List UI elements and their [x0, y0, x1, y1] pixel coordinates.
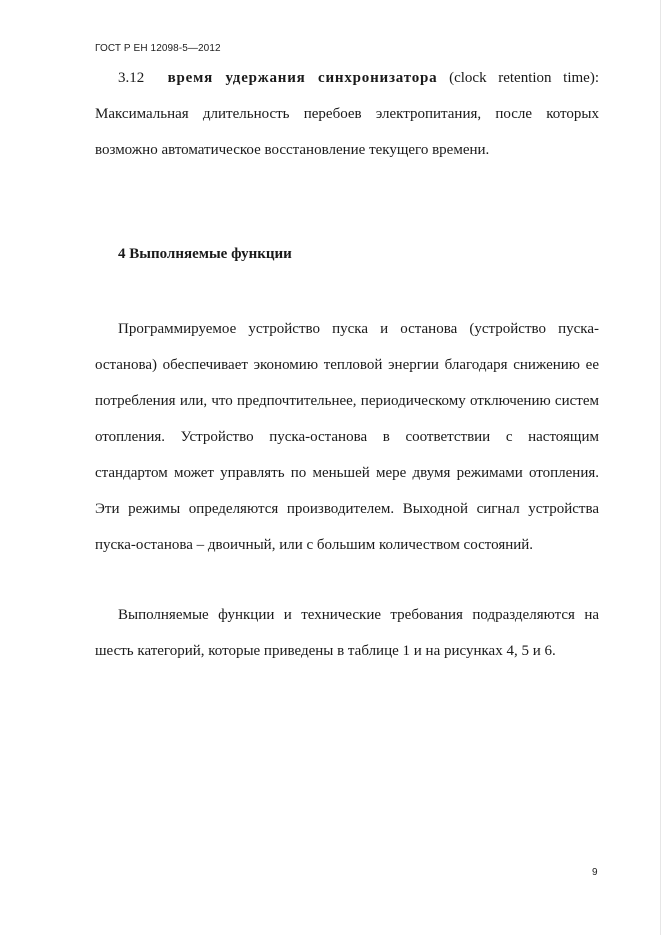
- clause-number: 3.12: [118, 70, 145, 86]
- body-paragraph-1: Программируемое устройство пуска и останова (устройство пуска-останова) обеспечивает экономию тепловой энергии благодаря снижению ее потребления или, что предпочтительнее, периодическому отключению систем отопления. Устройство пуска-останова в соответствии с настоящим стандартом может управлять по меньшей мере двумя режимами отопления. Эти режимы определяются производителем. Выходной сигнал устройства пуска-останова – двоичный, или с большим количеством состояний.: [95, 321, 599, 553]
- body-paragraph-2: Выполняемые функции и технические требования подразделяются на шесть категорий, которые приведены в таблице 1 и на рисунках 4, 5 и 6.: [95, 607, 599, 659]
- definition-3-12: [95, 60, 599, 168]
- term-english: (clock retention time):: [449, 70, 600, 86]
- standard-header: ГОСТ Р ЕН 12098-5—2012: [95, 43, 221, 54]
- section-heading: 4 Выполняемые функции: [118, 246, 292, 262]
- term-definition: Максимальная длительность перебоев электропитания, после которых возможно автоматическое восстановление текущего времени.: [95, 106, 599, 158]
- term-bold: время удержания синхронизатора: [167, 70, 438, 86]
- page-number: 9: [592, 867, 598, 878]
